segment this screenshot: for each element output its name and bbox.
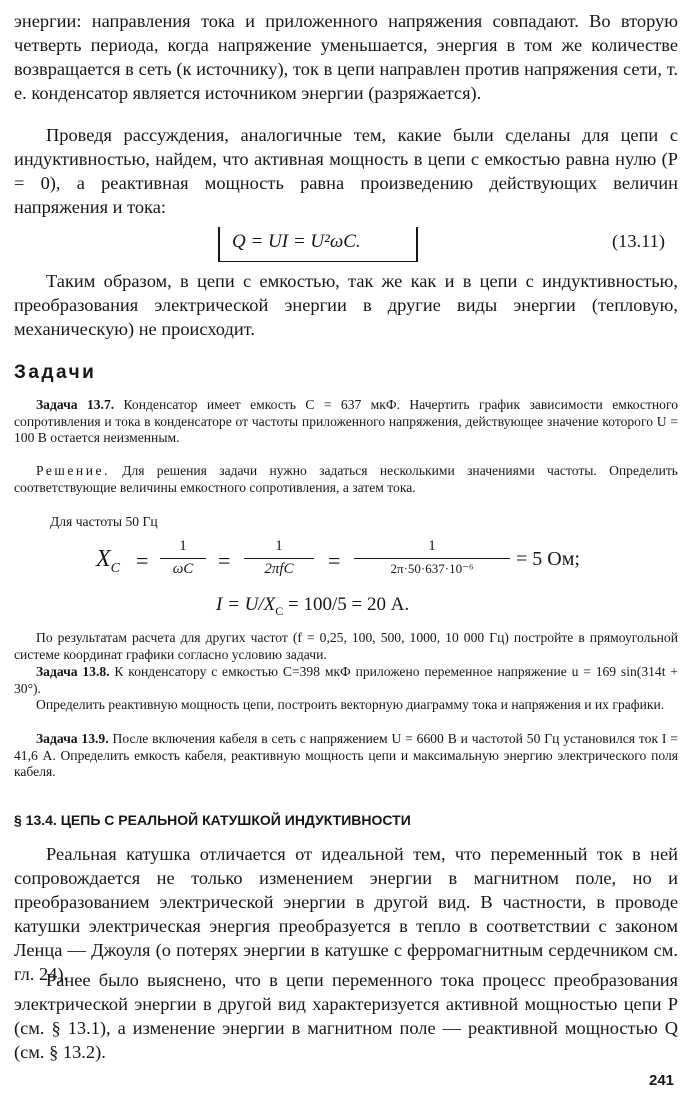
formula-13-11-number: (13.11) [612,231,665,251]
task-13-8-text2: Определить реактивную мощность цепи, построить векторную диаграмму тока и напряжения и их графики. [36,697,665,712]
task-13-8-text: К конденсатору с емкостью C=398 мкФ приложено переменное напряжение u = 169 sin(314t + 30°). [14,664,678,696]
task-13-8-part2 [14,697,678,714]
frequency-line-text: Для частоты 50 Гц [50,514,158,529]
tasks-heading: Задачи [14,362,97,383]
paragraph-active-power [14,969,678,1065]
paragraph-no-conversion [14,270,678,342]
paragraph-reactive-power-text: Проведя рассуждения, аналогичные тем, какие были сделаны для цепи с индуктивностью, найдем, что активная мощность в цепи с емкостью равна нулю (P = 0), а реактивная мощность равна произведению действующих величин напряжения и тока: [14,125,678,217]
formula-13-11-box [218,227,418,262]
task-13-7 [14,397,678,447]
solution-label: Решение. [36,463,110,478]
results-paragraph [14,630,678,663]
paragraph-reactive-power [14,124,678,220]
task-13-7-text: Конденсатор имеет емкость C = 637 мкФ. Начертить график зависимости емкостного сопротивления и тока в конденсаторе от частоты приложенного напряжения, действующее значение которого U = 100 В остается неизменным. [14,397,678,446]
equals-sign-1: = [136,548,149,573]
fraction-omega-c: 1 ωC [160,538,206,578]
solution [14,463,678,496]
task-13-7-label: Задача 13.7. [36,397,115,412]
fraction-2pifc: 1 2πfC [244,538,314,578]
paragraph-no-conversion-text: Таким образом, в цепи с емкостью, так же как и в цепи с индуктивностью, преобразования электрической энергии в другие виды энергии (тепловую, механическую) не происходит. [14,271,678,339]
section-heading: § 13.4. ЦЕПЬ С РЕАЛЬНОЙ КАТУШКОЙ ИНДУКТИВНОСТИ [14,812,411,828]
task-13-8-label: Задача 13.8. [36,664,110,679]
formula-13-11: Q = UI = U²ωC. [232,231,361,252]
task-13-8 [14,664,678,697]
page-number: 241 [649,1072,675,1089]
task-13-9-label: Задача 13.9. [36,731,109,746]
frequency-line [14,514,678,531]
paragraph-real-coil [14,843,678,986]
task-13-9-text: После включения кабеля в сеть с напряжением U = 6600 В и частотой 50 Гц установился ток I = 41,6 А. Определить емкость кабеля, реактивную мощность цепи и максимальную энергию электрического поля кабеля. [14,731,678,780]
paragraph-real-coil-text: Реальная катушка отличается от идеальной тем, что переменный ток в ней сопровождается не только изменением энергии в магнитном поле, но и преобразованием электрической энергии в другой вид. В частности, в проводе катушки электрическая энергия преобразуется в тепло в соответствии с законом Ленца — Джоуля (о потерях энергии в катушке с ферромагнитным сердечником см. гл. 24). [14,844,678,984]
fraction-numeric: 1 2π·50·637·10⁻⁶ [354,538,510,577]
paragraph-active-power-text: Ранее было выяснено, что в цепи переменного тока процесс преобразования электрической энергии в другой вид характеризуется активной мощностью цепи P (см. § 13.1), а изменение энергии в магнитном поле — реактивной мощностью Q (см. § 13.2). [14,970,678,1062]
solution-text: Для решения задачи нужно задаться несколькими значениями частоты. Определить соответствующие величины емкостного сопротивления, а затем тока. [14,463,678,495]
xc-symbol: $X_C$ [96,546,121,576]
xc-result: = 5 Ом; [516,548,580,570]
results-paragraph-text: По результатам расчета для других частот (f = 0,25, 100, 500, 1000, 10 000 Гц) постройте в прямоугольной системе координат графики согласно условию задачи. [14,630,678,662]
equals-sign-2: = [218,548,231,573]
equals-sign-3: = [328,548,341,573]
current-formula: $I = U/X_C = 100/5 = 20$ А. [216,594,410,618]
paragraph-capacitor-energy: энергии: направления тока и приложенного напряжения совпадают. Во вторую четверть периода, когда напряжение уменьшается, энергия в том же количестве возвращается в сеть (к источнику), ток в цепи направлен против напряжения сети, т. е. конденсатор является источником энергии (разряжается). [14,11,678,103]
task-13-9 [14,731,678,781]
